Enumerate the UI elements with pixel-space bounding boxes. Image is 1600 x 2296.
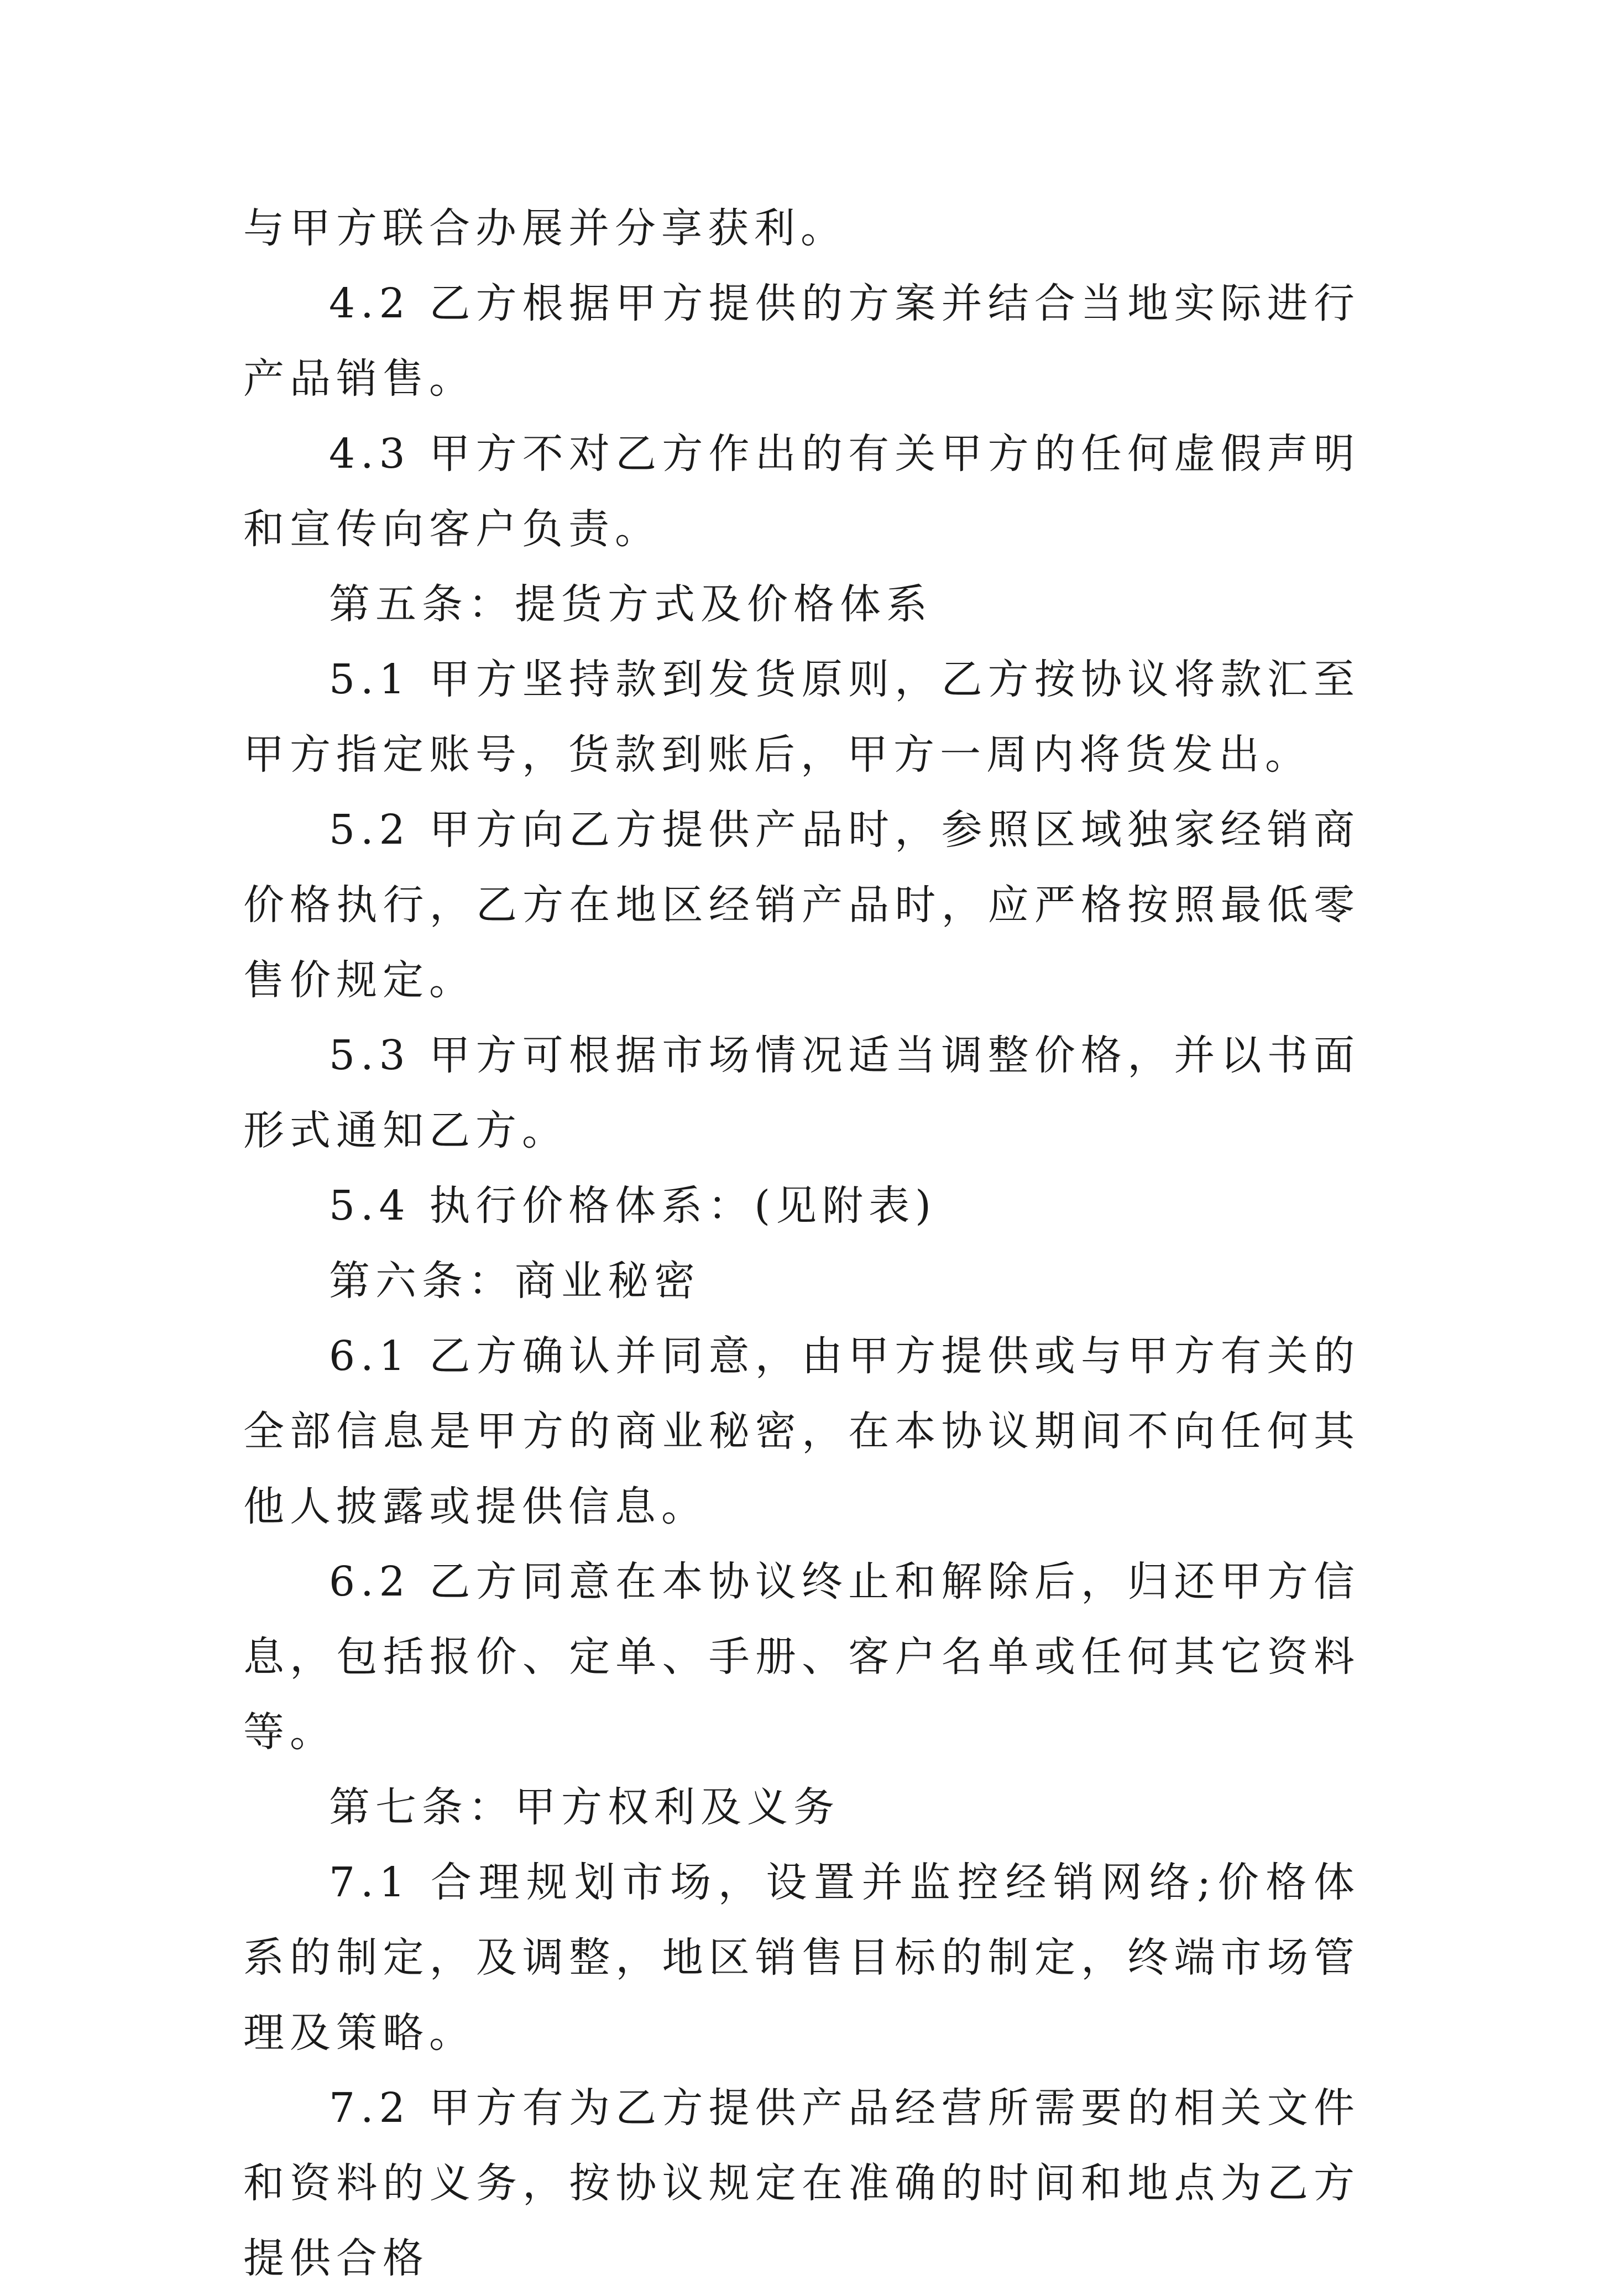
document-body xyxy=(243,191,1360,2296)
clause-5-1: 5.1 甲方坚持款到发货原则，乙方按协议将款汇至甲方指定账号，货款到账后，甲方一周内将货发出。 xyxy=(243,656,1360,778)
clause-5-3: 5.3 甲方可根据市场情况适当调整价格，并以书面形式通知乙方。 xyxy=(243,1032,1360,1154)
paragraph-continuation: 与甲方联合办展并分享获利。 xyxy=(243,205,847,252)
clause-6-1: 6.1 乙方确认并同意，由甲方提供或与甲方有关的全部信息是甲方的商业秘密，在本协议期间不向任何其他人披露或提供信息。 xyxy=(243,1332,1360,1530)
article-5-heading: 第五条：提货方式及价格体系 xyxy=(329,580,933,628)
clause-4-2: 4.2 乙方根据甲方提供的方案并结合当地实际进行产品销售。 xyxy=(243,280,1360,402)
clause-7-2: 7.2 甲方有为乙方提供产品经营所需要的相关文件和资料的义务，按协议规定在准确的时间和地点为乙方提供合格 xyxy=(243,2084,1360,2282)
clause-4-3: 4.3 甲方不对乙方作出的有关甲方的任何虚假声明和宣传向客户负责。 xyxy=(243,430,1360,553)
clause-6-2: 6.2 乙方同意在本协议终止和解除后，归还甲方信息，包括报价、定单、手册、客户名单或任何其它资料等。 xyxy=(243,1558,1360,1756)
article-6-heading: 第六条：商业秘密 xyxy=(329,1257,700,1305)
clause-5-2: 5.2 甲方向乙方提供产品时，参照区域独家经销商价格执行，乙方在地区经销产品时，应严格按照最低零售价规定。 xyxy=(243,806,1360,1004)
article-7-heading: 第七条：甲方权利及义务 xyxy=(329,1784,840,1831)
clause-7-1: 7.1 合理规划市场，设置并监控经销网络;价格体系的制定，及调整，地区销售目标的制定，终端市场管理及策略。 xyxy=(243,1859,1360,2057)
clause-5-4: 5.4 执行价格体系：(见附表) xyxy=(329,1182,937,1230)
